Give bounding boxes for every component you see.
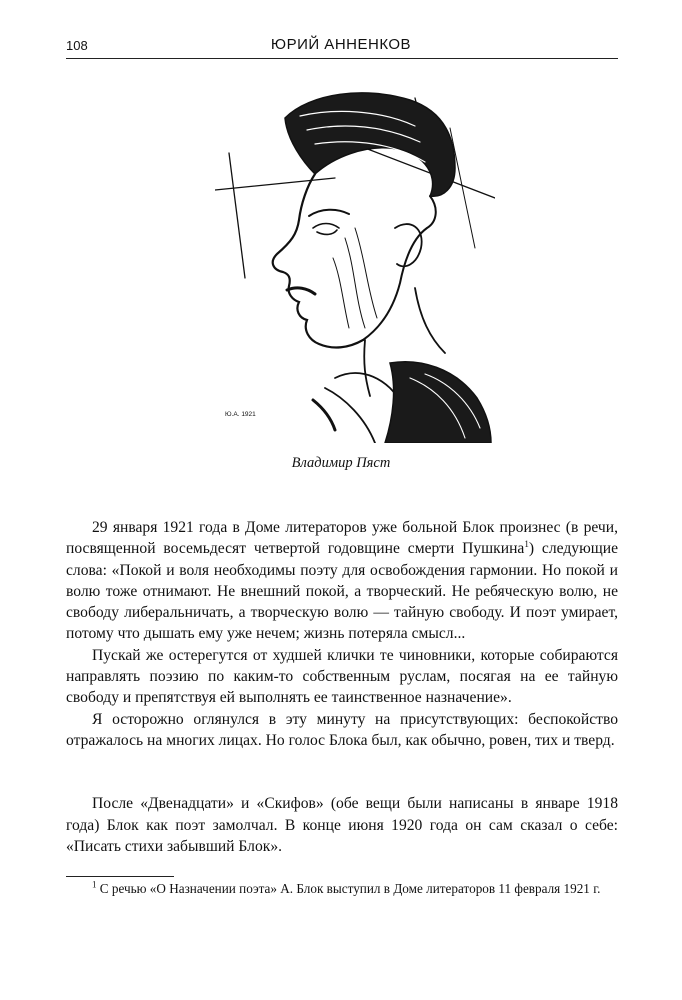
footnote-text: С речью «О Назначении поэта» А. Блок выступил в Доме литераторов 11 февраля 1921 г. — [96, 881, 601, 896]
paragraph: Пускай же остерегутся от худшей клички те чиновники, которые собираются направлять поэзию по каким-то собственным руслам, посягая на ее тайную свободу и препятствуя ей выполнять ее таинственное назначение». — [66, 646, 618, 707]
body-text — [66, 517, 618, 857]
paragraph — [66, 517, 618, 645]
page-number: 108 — [66, 38, 88, 53]
portrait-illustration — [215, 78, 495, 443]
paragraph-text: 29 января 1921 года в Доме литераторов уже больной Блок произнес (в речи, посвященной восемьдесят четвертой годовщине смерти Пушкина — [66, 519, 618, 558]
paragraph: После «Двенадцати» и «Скифов» (обе вещи были написаны в январе 1918 года) Блок как поэт замолчал. В конце июня 1920 года он сам сказал о себе: «Писать стихи забывший Блок». — [66, 795, 618, 855]
running-title: ЮРИЙ АННЕНКОВ — [270, 36, 412, 53]
paragraph: Я осторожно оглянулся в эту минуту на присутствующих: беспокойство отражалось на многих лицах. Но голос Блока был, как обычно, ровен, тих и тверд. — [66, 710, 618, 749]
footnote-reference: 1 — [524, 539, 529, 550]
paragraph-text: ) следующие слова: «Покой и воля необходимы поэту для освобождения гармонии. Но покой и волю тоже отнимают. Не внешний покой, а творческий. Не ребяческую волю, не свободу либеральничать, а творческую волю — тайную свободу. И поэт умирает, потому что дышать ему уже нечем; жизнь потеряла смысл... — [66, 540, 618, 643]
artist-signature: Ю.А. 1921 — [225, 411, 256, 418]
footnote-marker: 1 — [92, 879, 97, 890]
section-break — [66, 751, 618, 793]
header-rule — [66, 58, 618, 59]
figure-caption: Владимир Пяст — [291, 455, 391, 471]
footnote-rule — [66, 876, 174, 877]
footnote — [66, 880, 618, 898]
